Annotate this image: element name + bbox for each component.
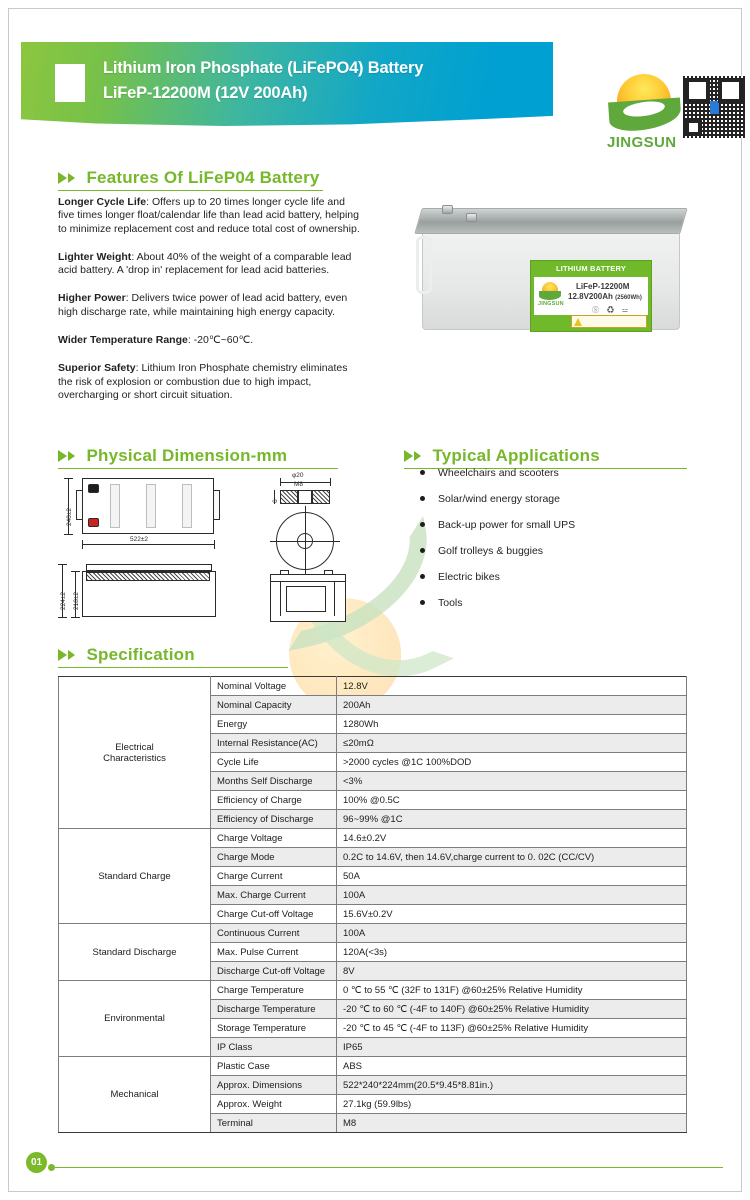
feature-item <box>58 292 360 319</box>
dim-tick-top <box>64 478 73 479</box>
application-label: Golf trolleys & buggies <box>438 545 544 557</box>
spec-param-cell: Plastic Case <box>211 1057 337 1076</box>
dim-tick-inner-bottom <box>71 617 80 618</box>
applications-heading-text: Typical Applications <box>432 446 600 465</box>
spec-value-cell: -20 ℃ to 60 ℃ (-4F to 140F) @60±25% Relative Humidity <box>337 1000 687 1019</box>
spec-value-cell: >2000 cycles @1C 100%DOD <box>337 753 687 772</box>
application-item <box>404 570 704 584</box>
terminal-section-left <box>280 490 298 504</box>
dimensions-heading-rule <box>58 468 338 470</box>
spec-param-cell: Charge Mode <box>211 848 337 867</box>
side-view-inner <box>286 586 326 612</box>
dimensions-heading <box>58 446 358 466</box>
spec-value-cell: IP65 <box>337 1038 687 1057</box>
spec-value-cell: -20 ℃ to 45 ℃ (-4F to 113F) @60±25% Relative Humidity <box>337 1019 687 1038</box>
qr-finder-bottom-left <box>685 119 702 136</box>
bullet-icon <box>420 470 425 475</box>
specification-table <box>58 676 687 1133</box>
bullet-icon <box>420 548 425 553</box>
spec-param-cell: Efficiency of Charge <box>211 791 337 810</box>
feature-item <box>58 196 360 236</box>
specification-heading-rule <box>58 667 288 669</box>
battery-label-title: LITHIUM BATTERY <box>555 264 627 273</box>
application-label: Wheelchairs and scooters <box>438 467 559 479</box>
battery-label-energy: (2560Wh) <box>615 295 642 301</box>
spec-value-cell: 100A <box>337 886 687 905</box>
dim-tick-right <box>214 540 215 549</box>
spec-value-cell: 8V <box>337 962 687 981</box>
specification-table-wrap <box>58 676 686 1133</box>
spec-category-cell <box>59 829 211 924</box>
header-banner <box>21 42 553 126</box>
spec-value-cell: M8 <box>337 1114 687 1133</box>
front-view-fin-band <box>86 572 210 581</box>
spec-category-cell <box>59 924 211 981</box>
spec-value-cell: 120A(<3s) <box>337 943 687 962</box>
terminal-bore <box>298 490 312 504</box>
top-view-handle-right <box>213 490 220 520</box>
battery-label-compliance-icons: Ⓢ ♻ ⚍ <box>592 307 632 314</box>
drawing-front-view <box>50 562 230 628</box>
spec-value-cell: 0 ℃ to 55 ℃ (32F to 131F) @60±25% Relative Humidity <box>337 981 687 1000</box>
spec-param-cell: Terminal <box>211 1114 337 1133</box>
feature-item <box>58 334 360 347</box>
terminal-negative <box>88 484 99 493</box>
spec-param-cell: Storage Temperature <box>211 1019 337 1038</box>
battery-top-cover <box>414 208 687 234</box>
dim-tick-dia-left <box>280 478 281 486</box>
spec-param-cell: Discharge Cut-off Voltage <box>211 962 337 981</box>
application-label: Tools <box>438 597 463 609</box>
feature-sep: : <box>125 292 132 305</box>
application-label: Electric bikes <box>438 571 500 583</box>
dim-label-outer-height: 224±2 <box>60 591 67 610</box>
battery-label-spec <box>568 292 642 301</box>
dimension-drawings <box>50 470 380 630</box>
page-header <box>9 34 741 151</box>
spec-param-cell: Approx. Dimensions <box>211 1076 337 1095</box>
application-item <box>404 596 704 610</box>
qr-code-icon <box>683 76 745 138</box>
side-view-lid <box>270 574 346 582</box>
spec-category-label: Environmental <box>104 1013 165 1024</box>
spec-value-cell: 12.8V <box>337 677 687 696</box>
features-heading-rule <box>58 190 323 192</box>
spec-param-cell: Internal Resistance(AC) <box>211 734 337 753</box>
table-row <box>59 829 687 848</box>
battery-handle <box>416 236 432 294</box>
spec-param-cell: Max. Pulse Current <box>211 943 337 962</box>
page-footer <box>26 1152 726 1182</box>
table-row <box>59 677 687 696</box>
double-arrow-icon <box>58 448 75 464</box>
feature-text: Lithium Iron Phosphate chemistry eliminates the risk of explosion or combustion due to high impact, overcharging or short circuit situation. <box>58 362 348 401</box>
application-item <box>404 544 704 558</box>
dim-tick-dia-right <box>330 478 331 486</box>
page-number-badge: 01 <box>26 1152 47 1173</box>
qr-center-logo <box>710 101 719 114</box>
dim-label-height: 240±2 <box>66 507 73 526</box>
product-photo <box>404 196 696 346</box>
spec-value-cell: ≤20mΩ <box>337 734 687 753</box>
spec-category-label: Electrical <box>115 741 154 753</box>
spec-category-cell <box>59 1057 211 1133</box>
spec-value-cell: <3% <box>337 772 687 791</box>
battery-label-spec-value: 12.8V200Ah <box>568 292 613 301</box>
features-list <box>58 196 360 417</box>
spec-category-cell <box>59 981 211 1057</box>
specification-heading <box>58 645 308 665</box>
dim-tick-bottom <box>64 534 73 535</box>
spec-param-cell: Charge Current <box>211 867 337 886</box>
top-view-vent-2 <box>146 484 156 528</box>
dim-tick-left <box>82 540 83 549</box>
spec-param-cell: Cycle Life <box>211 753 337 772</box>
spec-param-cell: Approx. Weight <box>211 1095 337 1114</box>
dim-label-terminal-dia: φ20 <box>292 472 304 479</box>
bullet-icon <box>420 574 425 579</box>
battery-label <box>530 260 652 332</box>
dim-line-width <box>82 544 214 545</box>
feature-sep: : <box>131 250 137 263</box>
feature-sep: : <box>187 334 194 347</box>
dim-label-terminal-height: 6 <box>272 499 279 503</box>
header-title-block <box>103 56 533 106</box>
terminal-positive <box>88 518 99 527</box>
application-label: Back-up power for small UPS <box>438 519 576 531</box>
side-view-edge-right <box>334 582 335 616</box>
spec-param-cell: Months Self Discharge <box>211 772 337 791</box>
spec-value-cell: 1280Wh <box>337 715 687 734</box>
page-title-line2: LiFeP-12200M (12V 200Ah) <box>103 84 308 102</box>
feature-label: Longer Cycle Life <box>58 196 147 208</box>
spec-param-cell: IP Class <box>211 1038 337 1057</box>
feature-text: -20℃~60℃. <box>193 334 254 347</box>
spec-param-cell: Discharge Temperature <box>211 1000 337 1019</box>
table-row <box>59 924 687 943</box>
spec-param-cell: Charge Voltage <box>211 829 337 848</box>
spec-value-cell: 0.2C to 14.6V, then 14.6V,charge current to 0. 02C (CC/CV) <box>337 848 687 867</box>
front-view-lid <box>86 564 212 571</box>
dim-label-width: 522±2 <box>130 536 149 543</box>
spec-param-cell: Max. Charge Current <box>211 886 337 905</box>
feature-text: Delivers twice power of lead acid battery, even high discharge rate, while maintaining high energy capacity. <box>58 292 348 318</box>
spec-value-cell: 100% @0.5C <box>337 791 687 810</box>
dim-tick-outer-bottom <box>58 617 67 618</box>
bullet-icon <box>420 522 425 527</box>
features-heading-text: Features Of LiFeP04 Battery <box>86 168 320 187</box>
spec-value-cell: 27.1kg (59.9lbs) <box>337 1095 687 1114</box>
drawing-terminal-detail <box>256 470 366 564</box>
spec-category-cell <box>59 677 211 829</box>
battery-label-brand: JINGSUN <box>538 301 564 307</box>
table-row <box>59 1057 687 1076</box>
specification-heading-text: Specification <box>86 645 195 664</box>
terminal-section-right <box>312 490 330 504</box>
drawing-top-view <box>50 474 230 554</box>
side-view-terminal-1 <box>280 570 289 575</box>
spec-param-cell: Nominal Voltage <box>211 677 337 696</box>
feature-label: Wider Temperature Range <box>58 334 188 347</box>
battery-warning-box <box>571 315 647 328</box>
logo-mark-icon <box>607 72 685 151</box>
applications-list <box>404 444 704 622</box>
battery-label-leaf-icon <box>539 291 561 300</box>
top-view-handle-left <box>76 490 83 520</box>
side-view-edge-left <box>280 582 281 616</box>
banner-square-icon <box>55 64 85 102</box>
spec-param-cell: Charge Cut-off Voltage <box>211 905 337 924</box>
feature-label: Superior Safety <box>58 362 136 375</box>
dim-line-terminal-dia <box>280 482 330 483</box>
battery-terminal-positive <box>466 213 477 222</box>
table-row <box>59 981 687 1000</box>
battery-terminal-negative <box>442 205 453 214</box>
drawing-side-view <box>256 566 366 628</box>
dim-tick-inner-top <box>71 571 80 572</box>
feature-label: Higher Power <box>58 292 126 305</box>
double-arrow-icon <box>58 647 75 663</box>
feature-item <box>58 251 360 278</box>
spec-category-label: Standard Charge <box>98 870 171 882</box>
dim-label-terminal-thread: M8 <box>294 481 304 488</box>
side-view-terminal-2 <box>324 570 333 575</box>
spec-value-cell: 15.6V±0.2V <box>337 905 687 924</box>
page-title-line1: Lithium Iron Phosphate (LiFePO4) Battery <box>103 59 424 77</box>
dim-label-inner-height: 218±2 <box>73 591 80 610</box>
bullet-icon <box>420 600 425 605</box>
spec-value-cell: 50A <box>337 867 687 886</box>
spec-value-cell: 522*240*224mm(20.5*9.45*8.81in.) <box>337 1076 687 1095</box>
features-heading <box>58 168 338 188</box>
spec-category-label: Mechanical <box>110 1089 159 1100</box>
feature-label: Lighter Weight <box>58 250 132 263</box>
spec-param-cell: Energy <box>211 715 337 734</box>
spec-param-cell: Nominal Capacity <box>211 696 337 715</box>
spec-value-cell: ABS <box>337 1057 687 1076</box>
feature-sep: : <box>146 196 152 208</box>
top-view-vent-3 <box>182 484 192 528</box>
spec-value-cell: 14.6±0.2V <box>337 829 687 848</box>
feature-text: Offers up to 20 times longer cycle life and five times longer float/calendar life than lead acid battery, helping to minimize replacement cost and reduce total cost of ownership. <box>58 196 360 235</box>
dimensions-heading-text: Physical Dimension-mm <box>86 446 288 465</box>
spec-category-label: Characteristics <box>103 752 166 764</box>
warning-triangle-icon <box>574 318 582 326</box>
double-arrow-icon <box>58 170 75 186</box>
spec-param-cell: Continuous Current <box>211 924 337 943</box>
battery-label-body <box>534 277 648 315</box>
spec-param-cell: Charge Temperature <box>211 981 337 1000</box>
brand-name-text: JINGSUN <box>607 134 677 151</box>
brand-logo <box>605 72 745 176</box>
spec-value-cell: 96~99% @1C <box>337 810 687 829</box>
application-item <box>404 466 704 480</box>
application-label: Solar/wind energy storage <box>438 493 560 505</box>
spec-value-cell: 200Ah <box>337 696 687 715</box>
top-view-vent-1 <box>110 484 120 528</box>
spec-category-label: Standard Discharge <box>92 946 177 958</box>
feature-sep: : <box>135 362 142 375</box>
spec-value-cell: 100A <box>337 924 687 943</box>
bullet-icon <box>420 496 425 501</box>
footer-rule <box>55 1167 723 1168</box>
application-item <box>404 518 704 532</box>
feature-text: About 40% of the weight of a comparable lead acid battery. A 'drop in' replacement for lead acid batteries. <box>58 250 352 277</box>
spec-param-cell: Efficiency of Discharge <box>211 810 337 829</box>
dim-tick-outer-top <box>58 564 67 565</box>
feature-item <box>58 362 360 402</box>
battery-label-model: LiFeP-12200M <box>576 282 630 291</box>
application-item <box>404 492 704 506</box>
footer-dot <box>48 1164 55 1171</box>
